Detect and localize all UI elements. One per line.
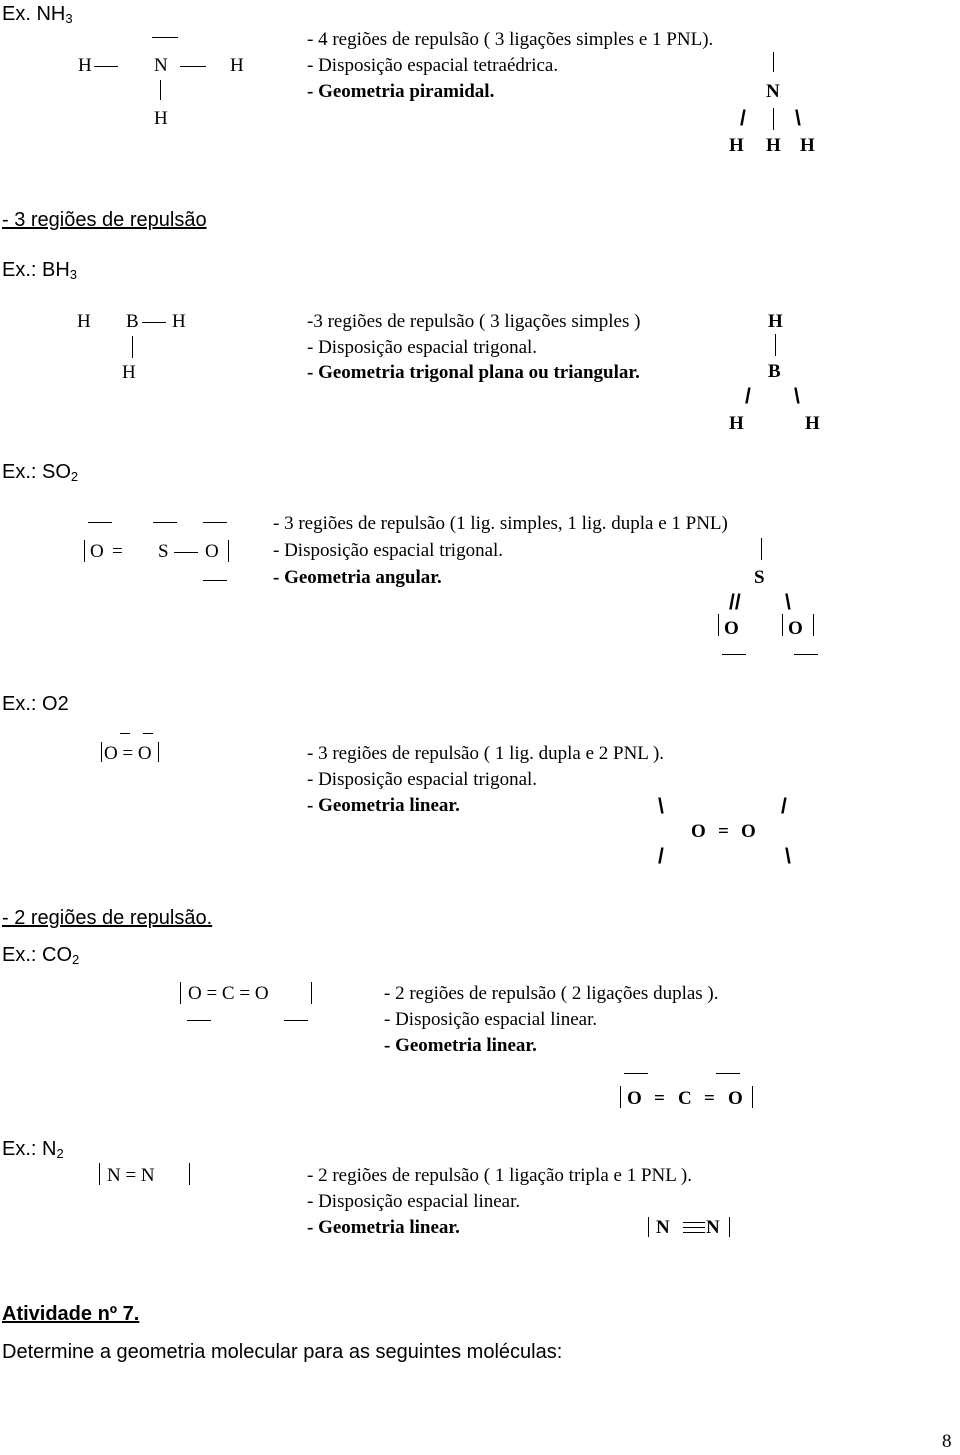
lone-pair-bar <box>228 540 229 562</box>
co2-lewis-formula: O = C = O <box>188 983 269 1004</box>
atom-o: O <box>788 618 803 639</box>
lone-pair-bar <box>620 1086 621 1108</box>
lone-pair-bar <box>88 522 112 523</box>
atom-h: H <box>766 135 781 156</box>
atom-o: O <box>728 1088 743 1109</box>
single-bond <box>142 322 166 323</box>
atom-b: B <box>126 311 139 332</box>
single-bond <box>174 552 198 553</box>
atom-n: N <box>766 81 780 102</box>
lone-pair-bar <box>284 1020 308 1021</box>
atom-n: N <box>706 1217 720 1238</box>
o2-geometry-text: - Geometria linear. <box>307 795 460 816</box>
single-bond <box>180 66 206 67</box>
so2-repulsion-text: - 3 regiões de repulsão (1 lig. simples, 1 lig. dupla e 1 PNL) <box>273 513 728 534</box>
atom-h: H <box>729 135 744 156</box>
nh3-example-label: Ex. $NH_3$ <box>2 3 73 26</box>
single-bond <box>775 334 776 356</box>
co2-repulsion-text: - 2 regiões de repulsão ( 2 ligações duplas ). <box>384 983 719 1004</box>
lone-pair-bar <box>722 654 746 655</box>
so2-geometry-text: - Geometria angular. <box>273 567 442 588</box>
o2-lewis-formula: O = O <box>104 743 152 764</box>
page-number: 8 <box>942 1431 952 1452</box>
bh3-geometry-text: - Geometria trigonal plana ou triangular. <box>307 362 640 383</box>
triple-bond <box>683 1232 705 1233</box>
atom-h: H <box>768 311 783 332</box>
lone-pair-bar <box>624 1073 648 1074</box>
n2-repulsion-text: - 2 regiões de repulsão ( 1 ligação tripla e 1 PNL ). <box>307 1165 692 1186</box>
lone-pair-bar <box>718 614 719 636</box>
double-bond: = <box>654 1088 665 1109</box>
atom-o: O <box>90 541 104 562</box>
lone-pair-backslash: \ <box>658 795 664 818</box>
triple-bond <box>683 1222 705 1223</box>
lone-pair-bar <box>120 733 130 734</box>
lone-pair-bar <box>153 522 177 523</box>
section-heading-2-regions: - 2 regiões de repulsão. <box>2 907 213 929</box>
bond-backslash: \ <box>794 385 800 408</box>
so2-example-label: Ex.: $SO_2$ <box>2 461 79 484</box>
lone-pair-bar <box>187 1020 211 1021</box>
single-bond <box>132 336 133 358</box>
nh3-repulsion-text: - 4 regiões de repulsão ( 3 ligações simples e 1 PNL). <box>307 29 714 50</box>
lone-pair-bar <box>158 742 159 762</box>
lone-pair-backslash: \ <box>785 845 791 868</box>
atom-o: O <box>741 821 756 842</box>
atom-o: O <box>627 1088 642 1109</box>
co2-geometry-text: - Geometria linear. <box>384 1035 537 1056</box>
atom-c: C <box>678 1088 692 1109</box>
bh3-arrangement-text: - Disposição espacial trigonal. <box>307 337 538 358</box>
n2-geometry-text: - Geometria linear. <box>307 1217 460 1238</box>
atom-n: N <box>154 55 168 76</box>
lone-pair-bar <box>143 733 153 734</box>
lone-pair-bar <box>101 742 102 762</box>
atom-h: H <box>172 311 186 332</box>
co2-arrangement-text: - Disposição espacial linear. <box>384 1009 598 1030</box>
o2-example-label: Ex.: O2 <box>2 693 69 715</box>
atom-o: O <box>205 541 219 562</box>
double-bond: = <box>718 821 729 842</box>
atom-b: B <box>768 361 781 382</box>
triple-bond <box>683 1227 705 1228</box>
double-bond: = <box>704 1088 715 1109</box>
lone-pair-bar <box>773 52 774 72</box>
atom-o: O <box>724 618 739 639</box>
atom-h: H <box>800 135 815 156</box>
single-bond <box>773 108 774 130</box>
nh3-geometry-text: - Geometria piramidal. <box>307 81 495 102</box>
lone-pair-bar <box>311 982 312 1004</box>
lone-pair-bar <box>203 580 227 581</box>
nh3-arrangement-text: - Disposição espacial tetraédrica. <box>307 55 559 76</box>
n2-example-label: Ex.: $N_2$ <box>2 1138 64 1161</box>
bond-backslash: \ <box>785 591 791 614</box>
lone-pair-bar <box>189 1163 190 1185</box>
o2-repulsion-text: - 3 regiões de repulsão ( 1 lig. dupla e 2 PNL ). <box>307 743 665 764</box>
lone-pair-bar <box>813 614 814 636</box>
single-bond <box>94 66 118 67</box>
lone-pair-bar <box>761 538 762 560</box>
lone-pair-bar <box>203 522 227 523</box>
double-bond: = <box>112 541 123 562</box>
so2-arrangement-text: - Disposição espacial trigonal. <box>273 540 504 561</box>
lone-pair-bar <box>84 540 85 562</box>
activity-title: Atividade nº 7. <box>2 1303 140 1325</box>
single-bond <box>160 80 161 100</box>
lone-pair-bar <box>794 654 818 655</box>
activity-instruction: Determine a geometria molecular para as seguintes moléculas: <box>2 1341 563 1363</box>
lone-pair-bar <box>152 37 178 38</box>
atom-h: H <box>230 55 244 76</box>
lone-pair-bar <box>782 614 783 636</box>
bh3-example-label: Ex.: $BH_3$ <box>2 259 78 282</box>
lone-pair-slash: / <box>658 845 664 868</box>
atom-h: H <box>805 413 820 434</box>
atom-o: O <box>691 821 706 842</box>
atom-h: H <box>729 413 744 434</box>
bond-backslash: \ <box>795 107 801 130</box>
lone-pair-bar <box>99 1163 100 1185</box>
atom-h: H <box>78 55 92 76</box>
lone-pair-bar <box>180 982 181 1004</box>
lone-pair-bar <box>716 1073 740 1074</box>
bond-slash: / <box>740 107 746 130</box>
lone-pair-bar <box>729 1217 730 1237</box>
o2-arrangement-text: - Disposição espacial trigonal. <box>307 769 538 790</box>
atom-s: S <box>754 567 765 588</box>
lone-pair-bar <box>648 1217 649 1237</box>
lone-pair-bar <box>752 1086 753 1108</box>
lone-pair-slash: / <box>781 795 787 818</box>
bh3-repulsion-text: -3 regiões de repulsão ( 3 ligações simples ) <box>307 311 641 332</box>
n2-arrangement-text: - Disposição espacial linear. <box>307 1191 521 1212</box>
atom-n: N <box>656 1217 670 1238</box>
bond-slash: / <box>745 385 751 408</box>
co2-example-label: Ex.: $CO_2$ <box>2 944 80 967</box>
atom-h: H <box>122 362 136 383</box>
atom-h: H <box>154 108 168 129</box>
n2-lewis-formula: N = N <box>107 1165 155 1186</box>
section-heading-3-regions: - 3 regiões de repulsão <box>2 209 207 231</box>
double-bond-slashes: // <box>729 591 741 614</box>
atom-h: H <box>77 311 91 332</box>
atom-s: S <box>158 541 169 562</box>
